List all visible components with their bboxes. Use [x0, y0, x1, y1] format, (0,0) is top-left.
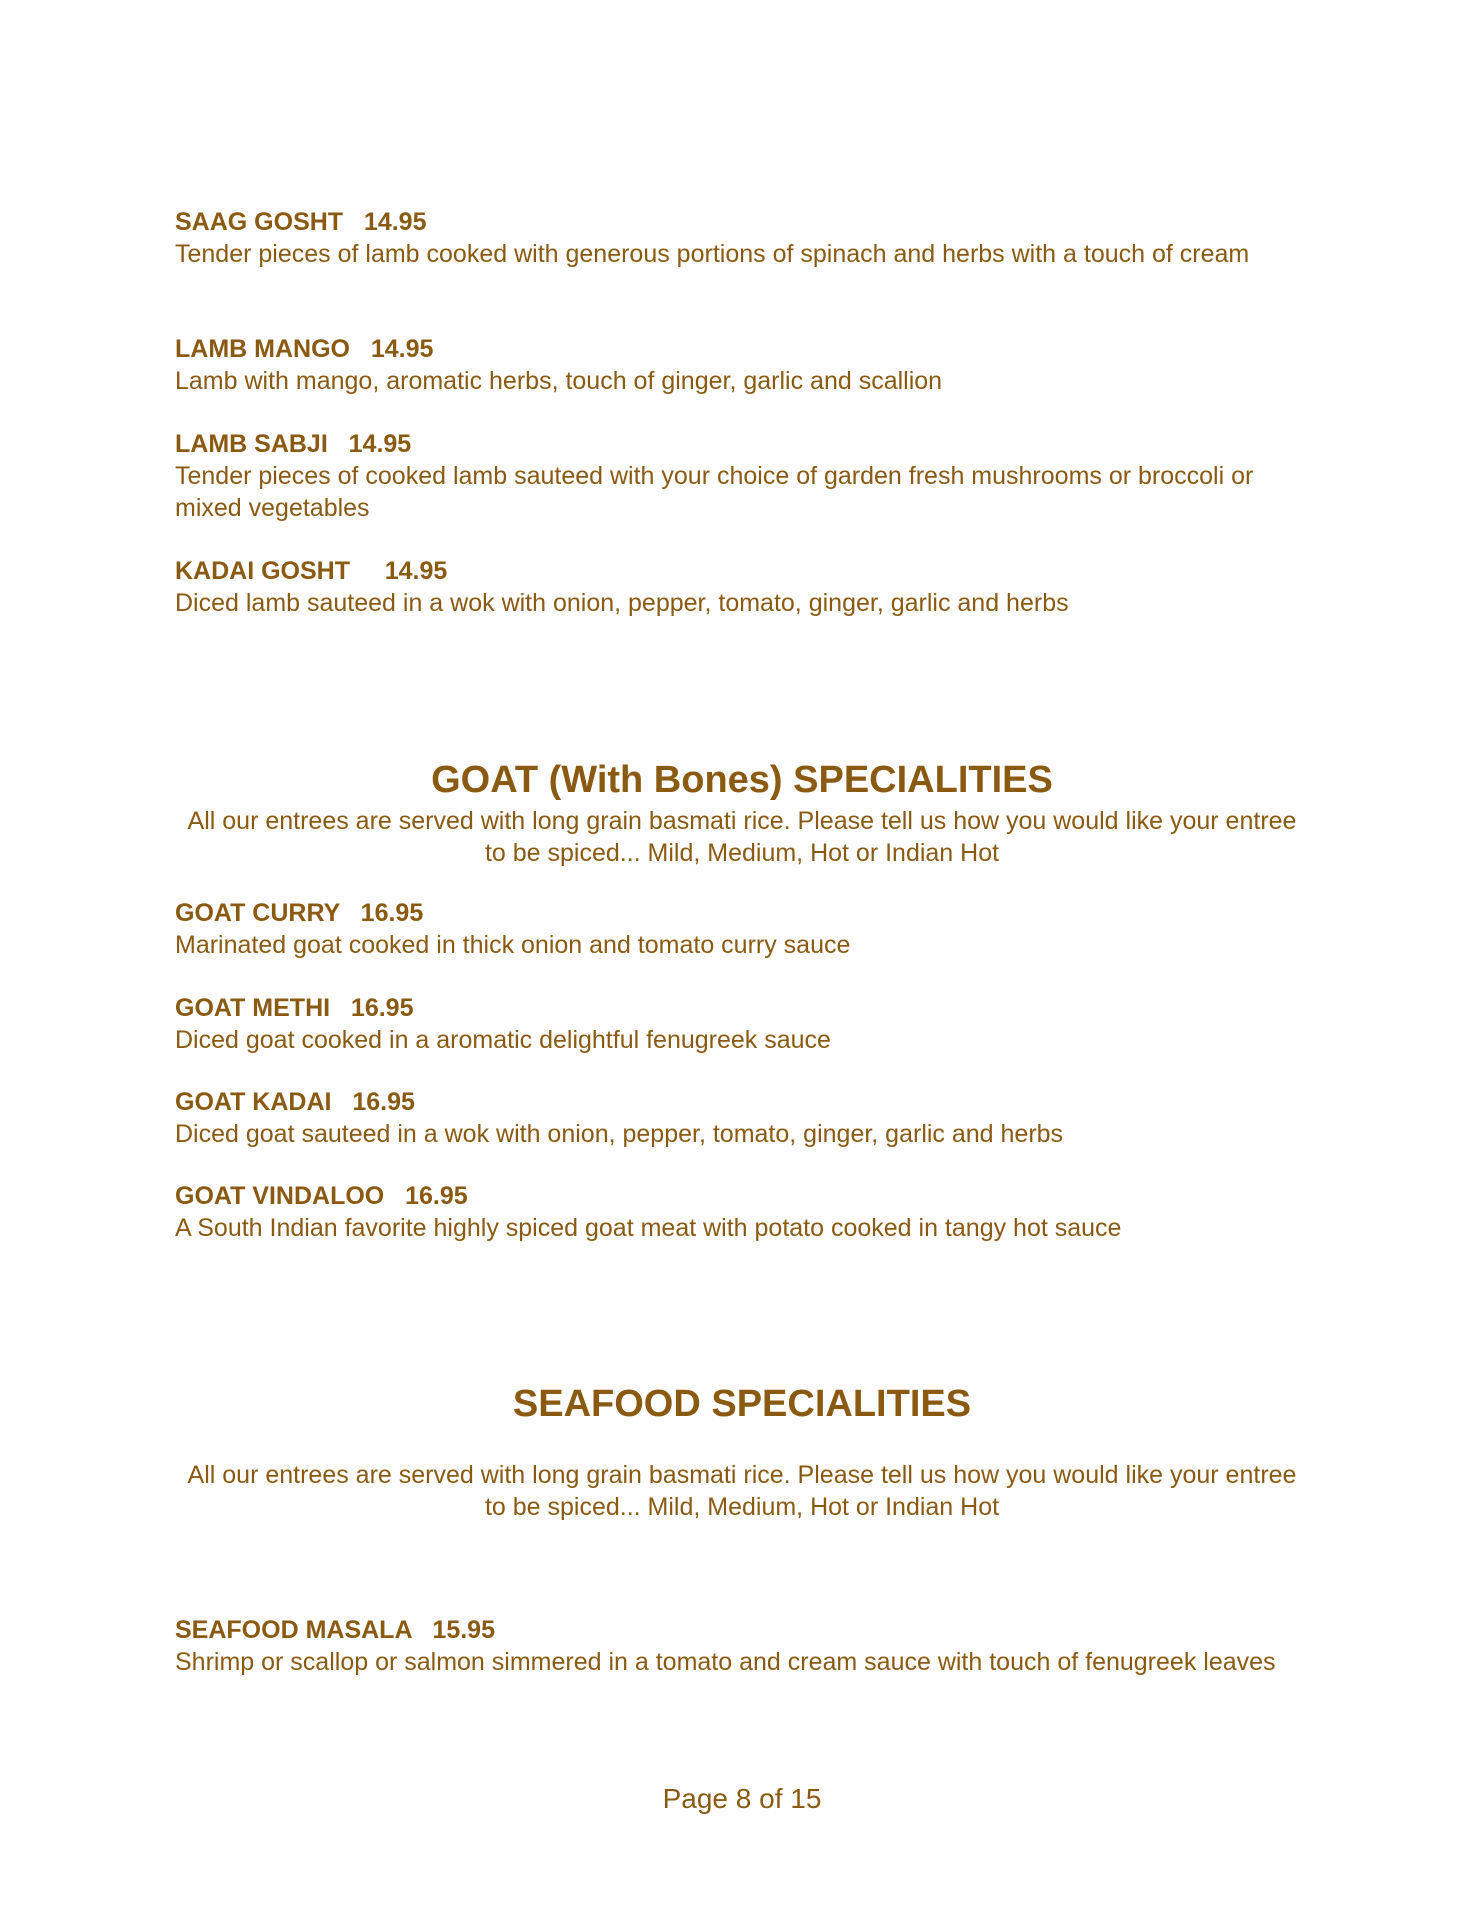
- menu-item-goat-methi: [175, 992, 1315, 1056]
- menu-item-seafood-masala: [175, 1614, 1315, 1678]
- menu-item-lamb-sabji: [175, 428, 1315, 524]
- section-note-seafood: All our entrees are served with long grain basmati rice. Please tell us how you would like your entree to be spiced... Mild, Medium, Hot or Indian Hot: [187, 1461, 1297, 1521]
- section-title-goat: GOAT (With Bones) SPECIALITIES: [431, 759, 1053, 801]
- item-description: Diced lamb sauteed in a wok with onion, pepper, tomato, ginger, garlic and herbs: [175, 589, 1069, 617]
- menu-item-kadai-gosht: [175, 555, 1315, 619]
- item-heading: [175, 1614, 1315, 1646]
- item-description: Diced goat sauteed in a wok with onion, pepper, tomato, ginger, garlic and herbs: [175, 1120, 1064, 1148]
- item-name: SAAG GOSHT: [175, 208, 344, 236]
- item-description: Marinated goat cooked in thick onion and tomato curry sauce: [175, 931, 851, 959]
- menu-item-goat-kadai: [175, 1086, 1315, 1150]
- item-description: A South Indian favorite highly spiced goat meat with potato cooked in tangy hot sauce: [175, 1214, 1122, 1242]
- item-name: SEAFOOD MASALA: [175, 1616, 412, 1644]
- item-heading: [175, 428, 1315, 460]
- item-description: Tender pieces of cooked lamb sauteed with your choice of garden fresh mushrooms or broccoli or mixed vegetables: [175, 462, 1254, 522]
- item-name: GOAT VINDALOO: [175, 1182, 385, 1210]
- item-heading: [175, 897, 1315, 929]
- item-description: Shrimp or scallop or salmon simmered in a tomato and cream sauce with touch of fenugreek leaves: [175, 1648, 1276, 1676]
- item-heading: [175, 992, 1315, 1024]
- item-name: LAMB MANGO: [175, 335, 350, 363]
- item-name: GOAT CURRY: [175, 899, 340, 927]
- item-price: 16.95: [352, 1088, 415, 1116]
- menu-item-saag-gosht: [175, 206, 1315, 270]
- item-heading: [175, 1180, 1315, 1212]
- item-price: 14.95: [363, 208, 427, 236]
- section-title-seafood: SEAFOOD SPECIALITIES: [512, 1383, 972, 1425]
- item-price: 16.95: [405, 1182, 468, 1210]
- item-heading: [175, 206, 1315, 238]
- item-name: KADAI GOSHT: [175, 557, 350, 585]
- section-note-goat: All our entrees are served with long grain basmati rice. Please tell us how you would like your entree to be spiced... Mild, Medium, Hot or Indian Hot: [187, 807, 1297, 867]
- item-price: 16.95: [360, 899, 424, 927]
- item-description: Lamb with mango, aromatic herbs, touch of ginger, garlic and scallion: [175, 367, 943, 395]
- item-name: GOAT METHI: [175, 994, 331, 1022]
- item-heading: [175, 1086, 1315, 1118]
- item-price: 14.95: [384, 557, 448, 585]
- menu-item-lamb-mango: [175, 333, 1315, 397]
- item-name: GOAT KADAI: [175, 1088, 332, 1116]
- item-name: LAMB SABJI: [175, 430, 328, 458]
- item-heading: [175, 555, 1315, 587]
- item-description: Tender pieces of lamb cooked with generous portions of spinach and herbs with a touch of cream: [175, 240, 1250, 268]
- item-heading: [175, 333, 1315, 365]
- item-price: 15.95: [432, 1616, 495, 1644]
- page-number: Page 8 of 15: [662, 1783, 822, 1814]
- menu-item-goat-vindaloo: [175, 1180, 1315, 1244]
- item-price: 14.95: [370, 335, 434, 363]
- item-price: 14.95: [348, 430, 412, 458]
- item-price: 16.95: [350, 994, 414, 1022]
- menu-item-goat-curry: [175, 897, 1315, 961]
- item-description: Diced goat cooked in a aromatic delightful fenugreek sauce: [175, 1026, 831, 1054]
